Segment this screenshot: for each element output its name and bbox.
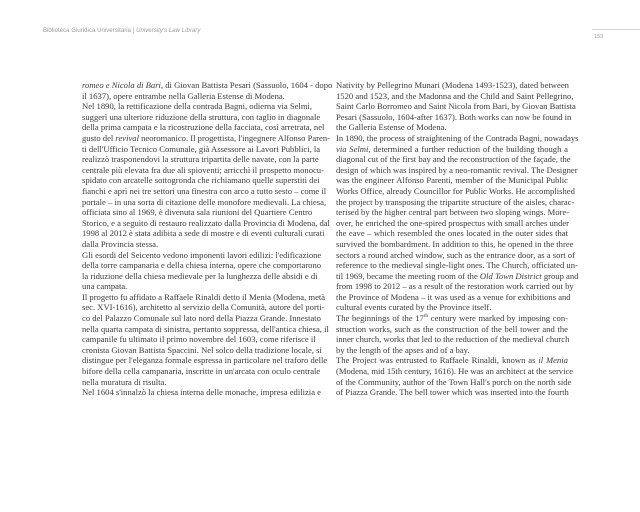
text-line bbox=[82, 101, 313, 112]
italic-text: revival bbox=[115, 132, 139, 143]
text-span: realizzò trasponendovi la struttura tripartita delle navate, con la parte bbox=[82, 154, 319, 165]
text-line bbox=[82, 91, 302, 102]
text-line bbox=[82, 111, 321, 123]
text-line bbox=[336, 228, 568, 239]
text-line bbox=[82, 291, 326, 303]
text-span: Nel 1604 s'innalzò la chiesa interna delle monache, impresa edilizia e bbox=[82, 387, 321, 398]
text-span: ti dell'Ufficio Tecnico Comunale, già Assessore ai Lavori Pubblici, la bbox=[82, 143, 321, 154]
text-line bbox=[82, 344, 322, 356]
text-line bbox=[82, 249, 322, 261]
text-line bbox=[336, 90, 574, 102]
text-line bbox=[82, 196, 327, 208]
text-span: Pesari (Sassuolo, 1604-after 1637). Both works can now be found in bbox=[336, 111, 572, 122]
text-line bbox=[336, 270, 579, 282]
running-head-title: Biblioteca Giuridica Universitaria | bbox=[43, 28, 137, 34]
text-line bbox=[82, 239, 302, 250]
text-line bbox=[82, 366, 321, 377]
text-span: spidato con arcatelle sottogronda che richiamano quelle superstiti dei bbox=[82, 175, 320, 186]
text-line bbox=[82, 175, 320, 186]
text-span: officiata sino al 1969, è divenuta sala riunioni del Quartiere Centro bbox=[82, 207, 313, 218]
text-span: the Province of Modena – it was used as a venue for exhibitions and bbox=[336, 291, 571, 302]
text-line bbox=[336, 291, 571, 303]
text-span: reference to the medieval single-light ones. The Church, officiated un- bbox=[336, 260, 578, 271]
text-line bbox=[336, 122, 568, 133]
text-span: was the engineer Alfonso Parenti, member of the Municipal Public bbox=[336, 175, 568, 186]
text-line bbox=[336, 196, 575, 208]
text-line bbox=[82, 281, 302, 292]
text-line bbox=[82, 323, 329, 335]
text-span: nella quarta campata di sinistra, pertanto soppressa, dell'antica chiesa, il bbox=[82, 323, 329, 334]
text-span: cronista Giovan Battista Spaccini. Nel solco della tradizione locale, si bbox=[82, 344, 322, 355]
text-line bbox=[336, 207, 568, 218]
text-line bbox=[336, 260, 578, 271]
text-span: una campata. bbox=[82, 281, 128, 292]
text-line bbox=[82, 132, 331, 144]
text-span: Nel 1890, la rettificazione della contrada Bagni, odierna via Selmi, bbox=[82, 101, 313, 112]
text-line bbox=[336, 218, 568, 229]
text-span: over, he enriched the one-spired prospectus with small arches under bbox=[336, 217, 570, 228]
text-span: dalla Provincia stessa. bbox=[82, 238, 159, 249]
text-line bbox=[82, 334, 316, 345]
text-span: Nativity by Pellegrino Munari (Modena 1493-1523), dated between bbox=[336, 80, 569, 90]
text-span: design of which was inspired by a neo-romantic revival. The Designer bbox=[336, 164, 578, 175]
text-span: Saint Carlo Borromeo and Saint Nicola from Bari, by Giovan Battista bbox=[336, 101, 576, 112]
text-line bbox=[336, 281, 574, 292]
text-span: portale – in una sorta di citazione delle monofore medievali. La chiesa, bbox=[82, 196, 327, 207]
text-line bbox=[82, 164, 324, 176]
italian-text-column bbox=[82, 80, 333, 398]
text-span: cultural events curated by the Province itself. bbox=[336, 302, 492, 313]
text-line bbox=[336, 345, 568, 356]
text-line bbox=[82, 377, 302, 388]
text-line bbox=[82, 217, 330, 229]
text-line bbox=[336, 334, 568, 345]
italic-text: il Menia bbox=[538, 355, 568, 366]
text-span: In 1890, the process of straightening of the Contrada Bagni, nowadays bbox=[336, 132, 579, 143]
text-span: sectors a round arched window, such as the entrance door, as a sort of bbox=[336, 249, 575, 260]
text-span: of the Community, author of the Town Hall's porch on the north side bbox=[336, 376, 572, 387]
text-span: The Project was entrusted to Raffaele Rinaldi, known as bbox=[336, 355, 539, 366]
text-span: Storico, e a seguito di restauro realizzato dalla Provincia di Modena, dal bbox=[82, 217, 330, 228]
text-span: campanile fu ultimato il primo novembre del 1603, come riferisce il bbox=[82, 334, 316, 345]
text-span: distingue per l'eleganza formale espressa in particolare nel traforo delle bbox=[82, 355, 328, 366]
text-span: group and bbox=[541, 270, 579, 281]
text-line bbox=[82, 207, 313, 218]
text-line bbox=[336, 366, 574, 377]
text-line bbox=[82, 80, 333, 91]
text-line bbox=[336, 80, 568, 91]
page-number-rule bbox=[592, 29, 640, 30]
text-span: suggerì una ulteriore riduzione della struttura, con taglio in diagonale bbox=[82, 111, 321, 122]
text-line bbox=[82, 122, 325, 133]
text-span: 1998 al 2012 è stata adibita a sede di mostre e di eventi culturali curati bbox=[82, 228, 325, 239]
text-span: diagonal cut of the first bay and the reconstruction of the façade, the bbox=[336, 154, 571, 165]
text-line bbox=[82, 313, 321, 324]
text-span: della torre campanaria e della chiesa interna, opere che comportarono bbox=[82, 260, 322, 271]
text-line bbox=[336, 387, 568, 398]
superscript: th bbox=[423, 313, 429, 320]
text-line bbox=[82, 154, 319, 165]
italic-text: via Selmi bbox=[336, 143, 369, 154]
text-span: terised by the higher central part between two sloping wings. More- bbox=[336, 207, 570, 218]
text-span: struction works, such as the construction of the bell tower and the bbox=[336, 323, 568, 334]
text-span: by the length of the apses and of a bay. bbox=[336, 344, 470, 355]
text-line bbox=[336, 355, 568, 366]
text-span: Works Office, already Councillor for Public Works. He accomplished bbox=[336, 185, 575, 196]
text-line bbox=[336, 185, 575, 197]
text-line bbox=[82, 228, 325, 239]
text-span: della prima campata e la ricostruzione della facciata, così arretrata, nel bbox=[82, 122, 325, 133]
text-span: til 1969, became the meeting room of the bbox=[336, 270, 480, 281]
text-line bbox=[336, 154, 571, 165]
running-head-title-english: University's Law Library bbox=[136, 28, 201, 34]
text-span: the eave – which resembled the ones located in the outer sides that bbox=[336, 228, 568, 239]
text-line bbox=[336, 376, 572, 388]
text-line bbox=[336, 302, 568, 313]
text-span: sec. XVI-1616), architetto al servizio della Comunità, autore del porti- bbox=[82, 302, 325, 313]
text-span: bifore della cella campanaria, inscritte in un'arcata con oculo centrale bbox=[82, 366, 321, 377]
text-line bbox=[82, 387, 321, 398]
text-line bbox=[82, 143, 321, 155]
text-span: co del Palazzo Comunale sul lato nord della Piazza Grande. Innestato bbox=[82, 313, 321, 324]
page-number: 153 bbox=[594, 34, 604, 40]
text-line bbox=[82, 270, 318, 282]
italic-text: romeo e Nicola di Bari bbox=[82, 80, 161, 90]
text-span: , determined a further reduction of the building though a bbox=[368, 143, 568, 154]
text-line bbox=[336, 324, 568, 335]
text-span: from 1998 to 2012 – as a result of the restoration work carried out by bbox=[336, 281, 574, 292]
text-line bbox=[336, 111, 572, 123]
text-span: of Piazza Grande. The bell tower which was inserted into the fourth bbox=[336, 387, 569, 398]
text-span: century were marked by imposing con- bbox=[428, 313, 569, 324]
text-span: la riduzione della chiesa medievale per la lunghezza delle absidi e di bbox=[82, 270, 318, 281]
text-span: neoromanico. Il progettista, l'ingegnere Alfonso Paren- bbox=[138, 132, 331, 143]
text-span: survived the bombardment. In addition to this, he opened in the three bbox=[336, 238, 574, 249]
text-line bbox=[82, 355, 328, 366]
text-span: 1520 and 1523, and the Madonna and the Child and Saint Pellegrino, bbox=[336, 90, 574, 101]
text-line bbox=[336, 101, 576, 112]
text-line bbox=[336, 249, 575, 261]
text-span: il 1637), opere entrambe nella Galleria Estense di Modena. bbox=[82, 90, 285, 101]
text-span: fianchi e aprì nei tre settori una finestra con arco a tutto sesto – come il bbox=[82, 185, 327, 196]
text-span: gusto del bbox=[82, 132, 116, 143]
text-line bbox=[336, 132, 579, 144]
text-span: the project by transposing the tripartite structure of the aisles, charac- bbox=[336, 196, 575, 207]
text-span: nella muratura di risulta. bbox=[82, 376, 167, 387]
text-span: , di Giovan Battista Pesari (Sassuolo, 1604 - dopo bbox=[160, 80, 333, 90]
text-span: inner church, works that led to the reduction of the medieval church bbox=[336, 334, 570, 345]
text-line bbox=[336, 313, 568, 324]
text-span: Il progetto fu affidato a Raffaele Rinaldi detto il Menia (Modena, metà bbox=[82, 291, 326, 302]
text-line bbox=[336, 164, 578, 176]
text-line bbox=[336, 144, 568, 155]
text-span: Gli esordi del Seicento vedono imponenti lavori edilizi: l'edificazione bbox=[82, 249, 322, 260]
text-line bbox=[82, 185, 327, 197]
text-line bbox=[82, 302, 325, 313]
text-span: The beginnings of the 17 bbox=[336, 313, 424, 324]
text-span: centrale più elevata fra due ali spioventi; arricchì il prospetto monocu- bbox=[82, 164, 324, 175]
italic-text: Old Town District bbox=[479, 270, 542, 281]
text-line bbox=[336, 175, 568, 186]
text-line bbox=[82, 260, 322, 271]
text-line bbox=[336, 238, 574, 250]
text-span: (Modena, mid 15th century, 1616). He was an architect at the service bbox=[336, 366, 574, 377]
english-text-column bbox=[336, 80, 579, 398]
running-head bbox=[43, 28, 200, 34]
text-span: the Galleria Estense of Modena. bbox=[336, 122, 447, 133]
